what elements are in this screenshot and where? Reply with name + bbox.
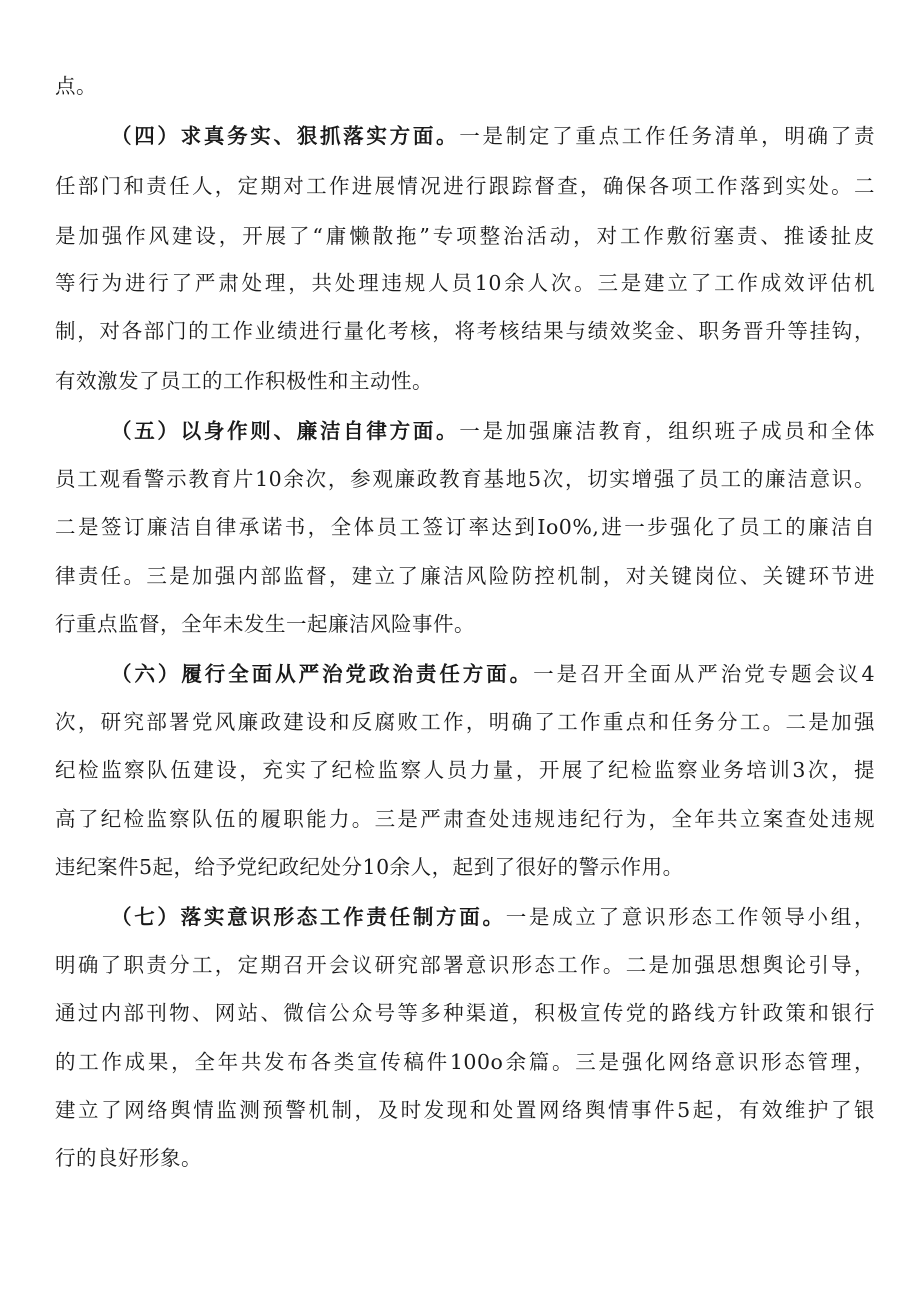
paragraph-4-first-line	[111, 126, 875, 147]
body-text: 纪检监察队伍建设，充实了纪检监察人员力量，开展了纪检监察业务培训3次，提	[55, 758, 875, 782]
body-text: 建立了网络舆情监测预警机制，及时发现和处置网络舆情事件5起，有效维护了银	[55, 1098, 875, 1122]
section-heading-5: （五）以身作则、廉洁自律方面。	[111, 419, 460, 443]
body-text: 行的良好形象。	[55, 1146, 202, 1170]
text-line	[55, 857, 875, 878]
body-text: 二是签订廉洁自律承诺书，全体员工签订率达到Io0%,进一步强化了员工的廉洁自	[55, 515, 875, 539]
paragraph-7-first-line	[111, 907, 875, 928]
text-line	[55, 469, 875, 490]
body-text: 通过内部刊物、网站、微信公众号等多种渠道，积极宣传党的路线方针政策和银行	[55, 1001, 875, 1025]
text-line	[55, 760, 875, 781]
text-line	[55, 76, 875, 97]
text-line	[55, 809, 875, 830]
text-line	[55, 176, 875, 197]
body-text: 行重点监督，全年未发生一起廉洁风险事件。	[55, 612, 475, 636]
text-line	[55, 321, 875, 342]
text-line	[55, 566, 875, 587]
text-line	[55, 226, 875, 247]
body-text: 有效激发了员工的工作积极性和主动性。	[55, 369, 433, 393]
body-text: 制，对各部门的工作业绩进行量化考核，将考核结果与绩效奖金、职务晋升等挂钩，	[55, 319, 875, 343]
body-text: 律责任。三是加强内部监督，建立了廉洁风险防控机制，对关键岗位、关键环节进	[55, 564, 875, 588]
text-line	[55, 371, 875, 392]
body-text: 一是制定了重点工作任务清单，明确了责	[459, 124, 875, 148]
body-text: 明确了职责分工，定期召开会议研究部署意识形态工作。二是加强思想舆论引导，	[55, 953, 875, 977]
text-line	[55, 273, 875, 294]
body-text: 是加强作风建设，开展了“庸懒散拖”专项整治活动，对工作敷衍塞责、推诿扯皮	[55, 224, 875, 248]
text-line	[55, 1148, 875, 1169]
body-text: 违纪案件5起，给予党纪政纪处分10余人，起到了很好的警示作用。	[55, 855, 684, 879]
body-text: 员工观看警示教育片10余次，参观廉政教育基地5次，切实增强了员工的廉洁意识。	[55, 467, 875, 491]
section-heading-4: （四）求真务实、狠抓落实方面。	[111, 124, 460, 148]
text-line	[55, 1100, 875, 1121]
body-text: 的工作成果，全年共发布各类宣传稿件100o余篇。三是强化网络意识形态管理，	[55, 1050, 875, 1074]
text-line	[55, 955, 875, 976]
section-heading-7: （七）落实意识形态工作责任制方面。	[111, 905, 506, 929]
body-text: 一是加强廉洁教育，组织班子成员和全体	[459, 419, 875, 443]
body-text: 任部门和责任人，定期对工作进展情况进行跟踪督查，确保各项工作落到实处。二	[55, 174, 875, 198]
body-text: 一是成立了意识形态工作领导小组，	[505, 905, 875, 929]
text-line	[55, 614, 875, 635]
text-line	[55, 712, 875, 733]
text-line	[55, 1003, 875, 1024]
body-text: 一是召开全面从严治党专题会议4	[533, 662, 876, 686]
paragraph-5-first-line	[111, 421, 875, 442]
section-heading-6: （六）履行全面从严治党政治责任方面。	[111, 662, 534, 686]
paragraph-6-first-line	[111, 664, 875, 685]
text-line	[55, 1052, 875, 1073]
body-text: 高了纪检监察队伍的履职能力。三是严肃查处违规违纪行为，全年共立案查处违规	[55, 807, 875, 831]
text-line	[55, 517, 875, 538]
body-text: 等行为进行了严肃处理，共处理违规人员10余人次。三是建立了工作成效评估机	[55, 271, 875, 295]
body-text: 点。	[55, 74, 97, 98]
body-text: 次，研究部署党风廉政建设和反腐败工作，明确了工作重点和任务分工。二是加强	[55, 710, 875, 734]
